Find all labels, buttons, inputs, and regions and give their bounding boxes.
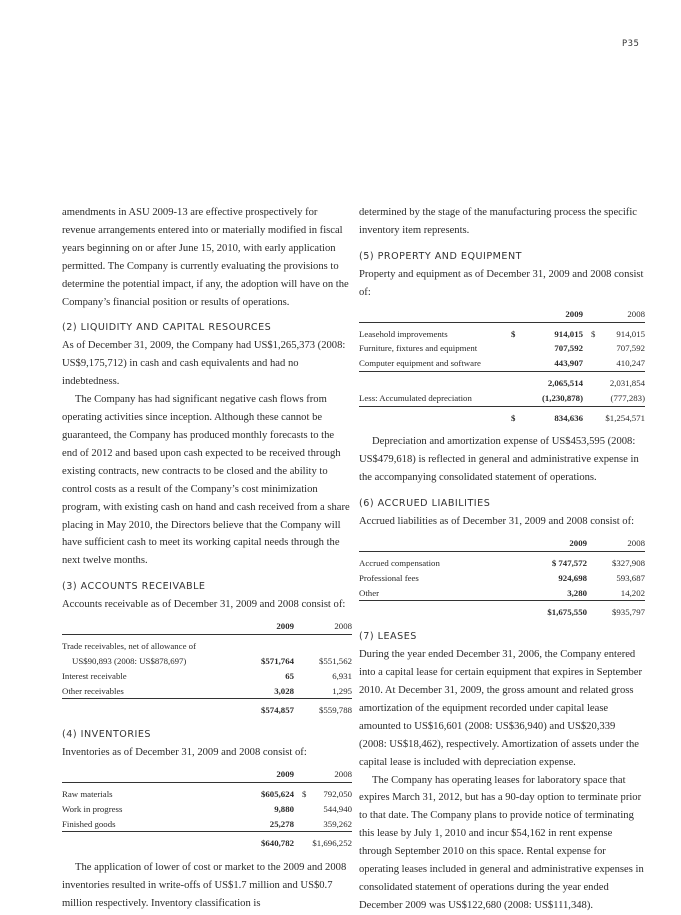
value-2008: 544,940 [323,803,352,814]
inventories-table [62,766,352,851]
section-heading: (4) INVENTORIES [62,729,152,741]
section-heading: (3) ACCOUNTS RECEIVABLE [62,581,206,593]
value-2008: 359,262 [323,818,352,829]
paragraph: Accrued liabilities as of December 31, 2009 and 2008 consist of: [359,516,635,528]
value-2009: (1,230,878) [541,392,583,403]
row-label: Trade receivables, net of allowance of [62,635,232,654]
accrued-liabilities-table [359,535,645,620]
property-equipment-table [359,306,645,426]
value-2009: 9,880 [274,803,294,814]
value-2009: 924,698 [558,572,587,583]
value-2008: 6,931 [332,670,352,681]
currency-symbol: $ [302,789,307,800]
value-2009: 443,907 [554,358,583,369]
subtotal-row [359,372,645,391]
table-row [359,341,645,356]
row-label: Less: Accumulated depreciation [359,392,472,403]
total-2009: $640,782 [232,832,294,851]
table-row [62,654,352,669]
right-column [359,204,645,915]
value-2009: 65 [285,670,294,681]
value-2008 [583,322,645,341]
row-label: Accrued compensation [359,552,517,571]
paragraph: amendments in ASU 2009-13 are effective prospectively for revenue arrangements entered into or materially modified in fiscal years beginning on or after June 15, 2010, with early application permitted. The Company is currently evaluating the provisions to determine the potential impact, if any, the adoption will have on the Company’s financial position or results of operations. [62,207,349,308]
value-2008: $327,908 [587,552,645,571]
value-2009: 707,592 [554,343,583,354]
table-row [62,817,352,832]
table-row [62,802,352,817]
page-number: P35 [622,39,640,49]
value-text: 914,015 [616,328,645,339]
total-2008: $935,797 [587,601,645,620]
year-header: 2009 [232,618,294,635]
total-row [62,699,352,718]
value-text: 792,050 [323,789,352,800]
row-label: Other [359,587,380,598]
total-2008: $1,254,571 [583,406,645,425]
paragraph: The application of lower of cost or market to the 2009 and 2008 inventories resulted in write-offs of US$1.7 million and US$0.7 million respectively. Inventory classification is [62,862,347,910]
paragraph: Depreciation and amortization expense of US$453,595 (2008: US$479,618) is reflected in general and administrative expense in the accompanying consolidated statement of operations. [359,436,639,484]
total-2009 [505,406,583,425]
subtotal-2008: 2,031,854 [583,372,645,391]
table-row [359,356,645,371]
row-label: Computer equipment and software [359,358,481,369]
value-2009: 3,280 [567,587,587,598]
subtotal-2009: 2,065,514 [505,372,583,391]
table-row [62,635,352,654]
left-column [62,204,352,913]
total-2008: $559,788 [294,699,352,718]
year-header: 2008 [294,618,352,635]
value-2009: 3,028 [274,685,294,696]
year-header: 2009 [505,306,583,323]
value-2009: $ 747,572 [517,552,587,571]
year-header: 2009 [517,535,587,552]
value-text: 914,015 [554,328,583,339]
paragraph: The Company has had significant negative cash flows from operating activities since inception. Although these cannot be guaranteed, the Company has produced monthly forecasts to the end of 2012 and based upon cash expected to be received through existing contracts, new contracts to be closed and the ability to control costs as a result of the Company’s cost minimization program, with existing cash on hand and cash received from a share placing in May 2010, the Directors believe that the Company will have sufficient cash to meet its working capital needs through the next twelve months. [62,394,350,567]
table-row [359,552,645,571]
value-2009 [505,322,583,341]
accounts-receivable-table [62,618,352,718]
value-2008: 1,295 [332,685,352,696]
paragraph: As of December 31, 2009, the Company had US$1,265,373 (2008: US$9,175,712) in cash and cash equivalents and had no indebtedness. [62,340,346,388]
paragraph: determined by the stage of the manufacturing process the specific inventory item represents. [359,207,637,236]
table-row [359,391,645,406]
row-label: Raw materials [62,783,232,802]
row-label: Work in progress [62,803,123,814]
value-2008: (777,283) [610,392,645,403]
section-heading: (7) LEASES [359,631,417,643]
value-2008: 14,202 [620,587,645,598]
value-text: 834,636 [554,412,583,423]
year-header: 2008 [294,766,352,783]
paragraph: Property and equipment as of December 31, 2009 and 2008 consist of: [359,268,644,298]
table-row [359,586,645,601]
value-2008: 707,592 [616,343,645,354]
table-row [359,571,645,586]
section-heading: (6) ACCRUED LIABILITIES [359,498,491,510]
row-label: Furniture, fixtures and equipment [359,343,478,354]
year-header: 2009 [232,766,294,783]
year-header: 2008 [583,306,645,323]
table-row [62,684,352,699]
total-row [359,406,645,425]
section-heading: (5) PROPERTY AND EQUIPMENT [359,250,523,262]
paragraph: Accounts receivable as of December 31, 2009 and 2008 consist of: [62,599,346,611]
total-2009: $574,857 [232,699,294,718]
value-2008: $551,562 [319,655,352,666]
paragraph: The Company has operating leases for laboratory space that expires March 31, 2012, but has a 90-day option to terminate prior to that date. The Company plans to provide notice of terminating this lease by July 1, 2010 and incur $54,162 in rent expense through September 2010 on this space. Rental expense for operating leases included in general and administrative expenses in consolidated statement of operations during the year ended December 2009 was US$122,680 (2008: US$111,348). [359,774,644,911]
currency-symbol: $ [591,328,596,339]
table-row [62,783,352,802]
value-2008 [294,783,352,802]
row-label: Finished goods [62,818,116,829]
value-2009: $571,764 [261,655,294,666]
row-label: US$90,893 (2008: US$878,697) [72,655,187,666]
year-header: 2008 [587,535,645,552]
value-2009: $605,624 [232,783,294,802]
row-label: Interest receivable [62,670,127,681]
total-row [62,832,352,851]
total-2009: $1,675,550 [517,601,587,620]
paragraph: During the year ended December 31, 2006, the Company entered into a capital lease for certain equipment that expires in September 2010. At December 31, 2009, the gross amount and related gross amortization of the equipment recorded under capital lease amounted to US$16,601 (2008: US$36,940) and US$20,339 (2008: US$18,462), respectively. Amortization of assets under the capital lease is included with depreciation expense. [359,649,642,768]
total-2008: $1,696,252 [294,832,352,851]
currency-symbol: $ [511,412,516,423]
section-heading: (2) LIQUIDITY AND CAPITAL RESOURCES [62,322,272,334]
value-2008: 593,687 [616,572,645,583]
row-label: Professional fees [359,572,419,583]
table-row [359,322,645,341]
table-row [62,669,352,684]
row-label: Leasehold improvements [359,322,505,341]
total-row [359,601,645,620]
row-label: Other receivables [62,685,124,696]
paragraph: Inventories as of December 31, 2009 and 2008 consist of: [62,747,307,759]
value-2009: 25,278 [269,818,294,829]
currency-symbol: $ [511,328,516,339]
value-2008: 410,247 [616,358,645,369]
